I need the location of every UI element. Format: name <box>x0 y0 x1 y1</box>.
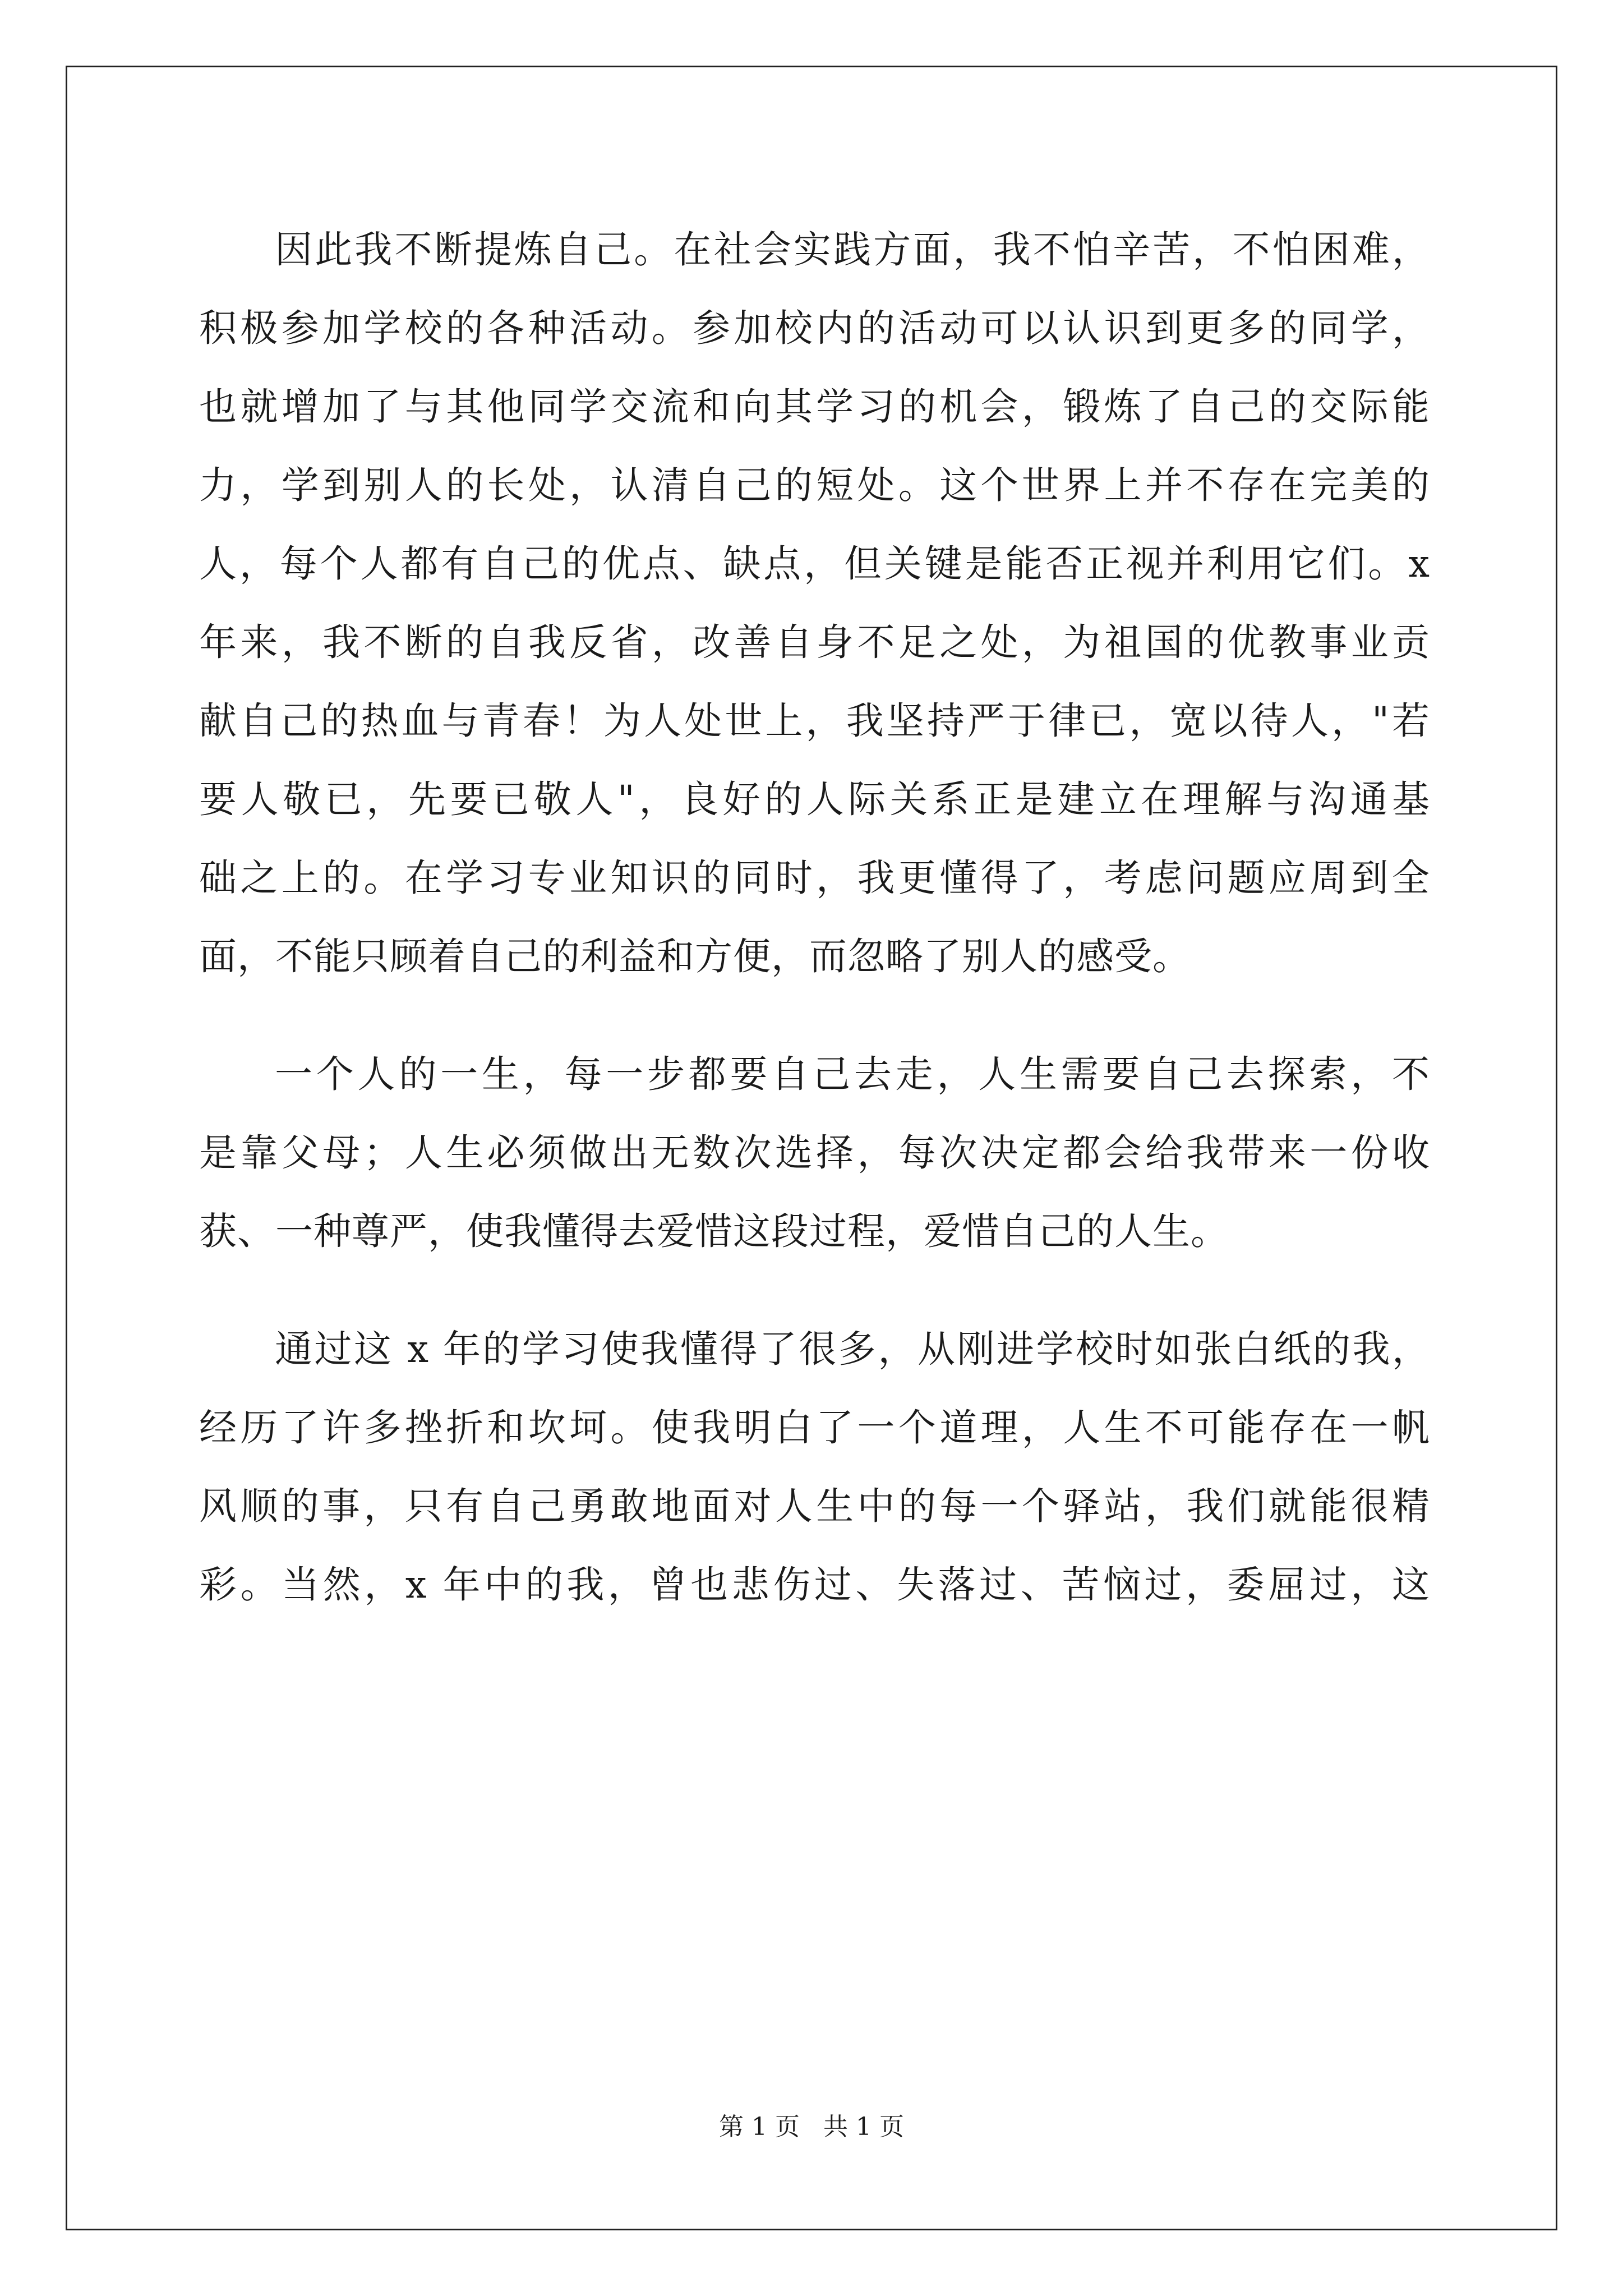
paragraph-1-line-6: 年来，我不断的自我反省，改善自身不足之处，为祖国的优教事业贡 <box>199 620 1430 664</box>
paragraph-1-line-3: 也就增加了与其他同学交流和向其学习的机会，锻炼了自己的交际能 <box>199 385 1430 429</box>
paragraph-1-line-4: 力，学到别人的长处，认清自己的短处。这个世界上并不存在完美的 <box>199 463 1430 507</box>
paragraph-1-line-8: 要人敬已，先要已敬人"，良好的人际关系正是建立在理解与沟通基 <box>199 777 1430 821</box>
paragraph-1-line-5: 人，每个人都有自己的优点、缺点，但关键是能否正视并利用它们。x <box>199 542 1430 586</box>
paragraph-1-line-10: 面，不能只顾着自己的利益和方便，而忽略了别人的感受。 <box>199 935 1191 978</box>
paragraph-2-line-3: 获、一种尊严，使我懂得去爱惜这段过程，爱惜自己的人生。 <box>199 1209 1229 1253</box>
paragraph-3-line-4: 彩。当然，x 年中的我，曾也悲伤过、失落过、苦恼过，委屈过，这 <box>199 1563 1430 1607</box>
paragraph-1-line-9: 础之上的。在学习专业知识的同时，我更懂得了，考虑问题应周到全 <box>199 856 1430 900</box>
paragraph-3-line-2: 经历了许多挫折和坎坷。使我明白了一个道理，人生不可能存在一帆 <box>199 1406 1430 1450</box>
paragraph-2-line-2: 是靠父母；人生必须做出无数次选择，每次决定都会给我带来一份收 <box>199 1131 1430 1175</box>
paragraph-2-line-1: 一个人的一生，每一步都要自己去走，人生需要自己去探索，不 <box>275 1052 1430 1096</box>
paragraph-1-line-1: 因此我不断提炼自己。在社会实践方面，我不怕辛苦，不怕困难， <box>275 228 1430 272</box>
paragraph-3-line-1: 通过这 x 年的学习使我懂得了很多，从刚进学校时如张白纸的我， <box>275 1327 1430 1371</box>
page-number-footer: 第 1 页 共 1 页 <box>719 2113 904 2141</box>
paragraph-1-line-2: 积极参加学校的各种活动。参加校内的活动可以认识到更多的同学， <box>199 306 1430 350</box>
paragraph-3-line-3: 风顺的事，只有自己勇敢地面对人生中的每一个驿站，我们就能很精 <box>199 1484 1430 1528</box>
paragraph-1-line-7: 献自己的热血与青春！为人处世上，我坚持严于律已，宽以待人，"若 <box>199 699 1430 743</box>
